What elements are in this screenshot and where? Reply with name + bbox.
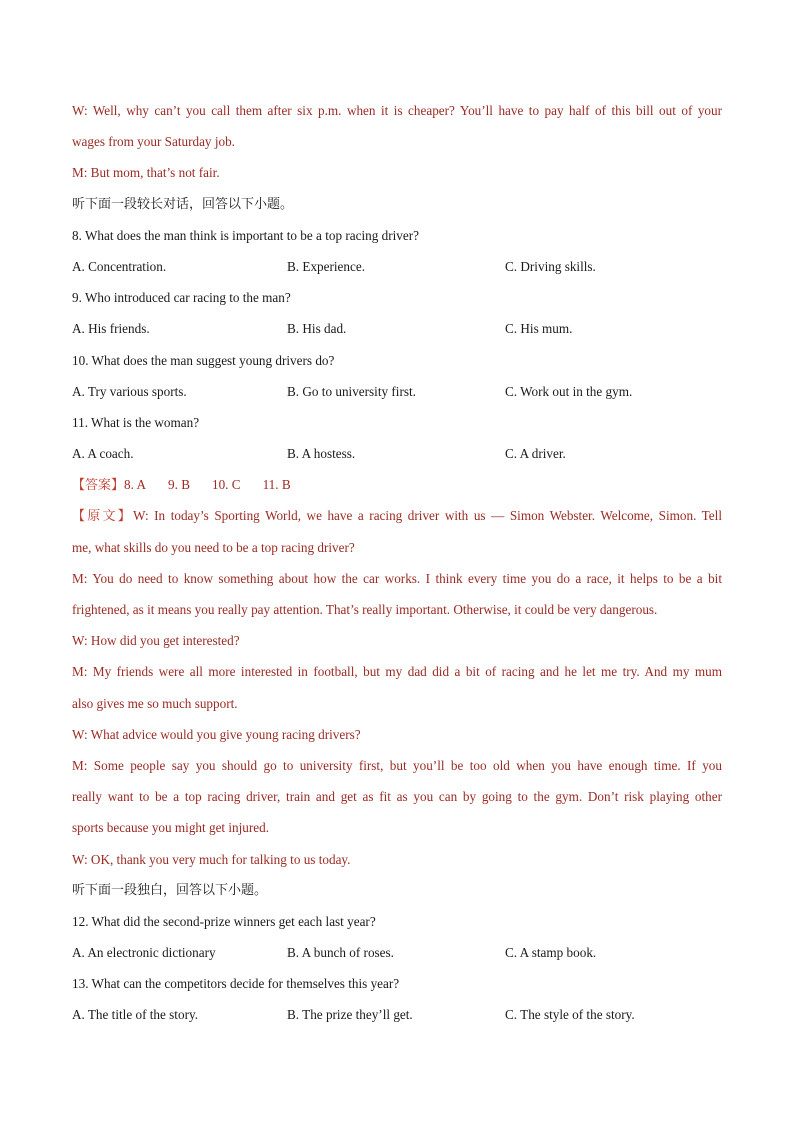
transcript-line: M: My friends were all more interested in football, but my dad did a bit of racing and he let me try. And my mum xyxy=(72,664,722,680)
option-c: C. Driving skills. xyxy=(505,258,596,274)
question-12: 12. What did the second-prize winners get each last year? xyxy=(72,913,376,929)
option-b: B. A hostess. xyxy=(287,446,356,462)
question-9: 9. Who introduced car racing to the man? xyxy=(72,290,291,306)
transcript-line: also gives me so much support. xyxy=(72,695,238,711)
options-9 xyxy=(72,313,722,344)
page xyxy=(72,95,722,1031)
option-b: B. The prize they’ll get. xyxy=(287,1007,413,1023)
question-8: 8. What does the man think is important to be a top racing driver? xyxy=(72,227,419,243)
dialog-line: W: Well, why can’t you call them after six p.m. when it is cheaper? You’ll have to pay half of this bill out of your xyxy=(72,103,722,118)
transcript-line: M: You do need to know something about how the car works. I think every time you do a race, it helps to be a bit xyxy=(72,570,722,586)
transcript-line: W: What advice would you give young racing drivers? xyxy=(72,726,361,742)
dialog-line: M: But mom, that’s not fair. xyxy=(72,165,220,181)
option-a: A. Try various sports. xyxy=(72,383,187,399)
option-c: C. A driver. xyxy=(505,446,566,462)
transcript-line xyxy=(72,500,722,531)
answer-label: 【答案】 xyxy=(72,478,125,494)
dialog-line: wages from your Saturday job. xyxy=(72,134,235,150)
option-a: A. His friends. xyxy=(72,321,150,337)
option-a: A. A coach. xyxy=(72,446,134,462)
answer-line xyxy=(72,469,722,500)
options-11 xyxy=(72,438,722,469)
question-11: 11. What is the woman? xyxy=(72,414,200,430)
answer-item: 9. B xyxy=(168,477,190,493)
answer-item: 11. B xyxy=(262,477,291,493)
answer-item: 8. A xyxy=(124,477,146,493)
transcript-line: frightened, as it means you really pay attention. That’s really important. Otherwise, it could be very dangerous. xyxy=(72,602,658,617)
options-13 xyxy=(72,999,722,1030)
transcript-line: sports because you might get injured. xyxy=(72,820,270,836)
option-c: C. His mum. xyxy=(505,321,573,337)
answer-item: 10. C xyxy=(211,477,241,493)
option-b: B. Experience. xyxy=(287,258,365,274)
transcript-line: W: How did you get interested? xyxy=(72,633,240,649)
options-12 xyxy=(72,937,722,968)
section-heading-long-dialog: 听下面一段较长对话，回答以下小题。 xyxy=(72,196,294,212)
option-a: A. Concentration. xyxy=(72,258,167,274)
question-13: 13. What can the competitors decide for themselves this year? xyxy=(72,976,400,992)
options-10 xyxy=(72,376,722,407)
transcript-line: me, what skills do you need to be a top racing driver? xyxy=(72,539,355,555)
transcript-label: 【原文】 xyxy=(72,509,133,525)
section-heading-monologue: 听下面一段独白，回答以下小题。 xyxy=(72,882,268,898)
option-a: A. The title of the story. xyxy=(72,1007,198,1023)
option-b: B. A bunch of roses. xyxy=(287,945,394,961)
transcript-line: W: OK, thank you very much for talking to us today. xyxy=(72,851,351,867)
option-b: B. Go to university first. xyxy=(287,383,416,399)
option-c: C. A stamp book. xyxy=(505,945,597,961)
option-a: A. An electronic dictionary xyxy=(72,945,216,961)
transcript-line: M: Some people say you should go to university first, but you’ll be too old when you have enough time. If you xyxy=(72,757,722,773)
transcript-line: really want to be a top racing driver, train and get as fit as you can by going to the gym. Don’t risk playing other xyxy=(72,789,722,805)
options-8 xyxy=(72,251,722,282)
option-c: C. The style of the story. xyxy=(505,1007,635,1023)
question-10: 10. What does the man suggest young drivers do? xyxy=(72,352,335,368)
option-c: C. Work out in the gym. xyxy=(505,383,633,399)
option-b: B. His dad. xyxy=(287,321,347,337)
transcript-text: W: In today’s Sporting World, we have a racing driver with us — Simon Webster. Welcome, Simon. Tell xyxy=(133,508,722,524)
